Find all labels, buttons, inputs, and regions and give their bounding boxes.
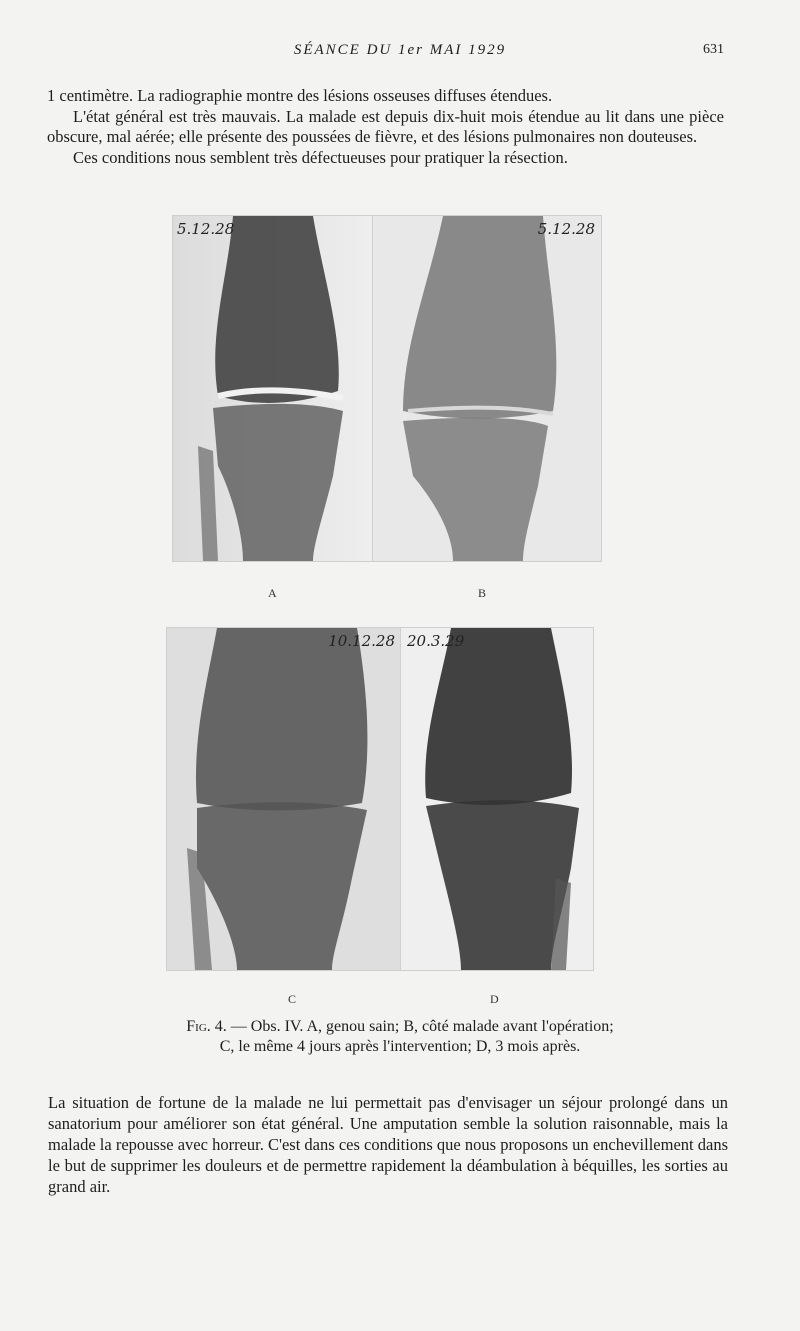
xray-plate-a — [172, 215, 374, 562]
caption-line-2: C, le même 4 jours après l'intervention; D, 3 mois après. — [219, 1038, 581, 1055]
caption-fig-number: Fig. 4. — [186, 1018, 227, 1035]
xray-plate-c — [166, 627, 402, 971]
caption-line-1-text: — Obs. IV. A, genou sain; B, côté malade avant l'opération; — [226, 1018, 614, 1035]
plate-b-date: 5.12.28 — [537, 220, 595, 238]
plate-c-date: 10.12.28 — [328, 632, 395, 650]
xray-d-image — [401, 628, 593, 970]
page-number: 631 — [703, 42, 724, 57]
plate-d-date: 20.3.29 — [407, 632, 465, 650]
xray-a-image — [173, 216, 373, 561]
plate-label-d: D — [490, 992, 499, 1006]
running-head: SÉANCE DU 1er MAI 1929 — [293, 42, 507, 58]
xray-plate-b — [372, 215, 602, 562]
page-header — [0, 42, 800, 66]
plate-label-b: B — [478, 586, 487, 600]
caption-line-1 — [50, 1017, 750, 1037]
bottom-text-block — [48, 1092, 728, 1197]
paragraph-general-state: L'état général est très mauvais. La malade est depuis dix-huit mois étendue au lit dans une pièce obscure, mal aérée; elle présente des poussées de fièvre, et des lésions pulmonaires non douteuses. — [47, 106, 724, 146]
xray-plate-d — [400, 627, 594, 971]
paragraph-conditions: Ces conditions nous semblent très défectueuses pour pratiquer la résection. — [73, 147, 568, 167]
xray-b-image — [373, 216, 601, 561]
top-text-block — [47, 86, 724, 168]
xray-c-image — [167, 628, 401, 970]
plate-a-date: 5.12.28 — [177, 220, 235, 238]
figure-caption — [50, 1017, 750, 1057]
plate-label-c: C — [288, 992, 297, 1006]
text-line-1: 1 centimètre. La radiographie montre des lésions osseuses diffuses étendues. — [47, 86, 553, 105]
plate-label-a: A — [268, 586, 277, 600]
paragraph-situation: La situation de fortune de la malade ne lui permettait pas d'envisager un séjour prolongé dans un sanatorium pour améliorer son état général. Une amputation semble la solution raisonnable, mais la malade la repousse avec horreur. C'est dans ces conditions que nous proposons un enchevillement dans le but de supprimer les douleurs et de permettre rapidement la déambulation à béquilles, les sorties au grand air. — [48, 1093, 728, 1196]
